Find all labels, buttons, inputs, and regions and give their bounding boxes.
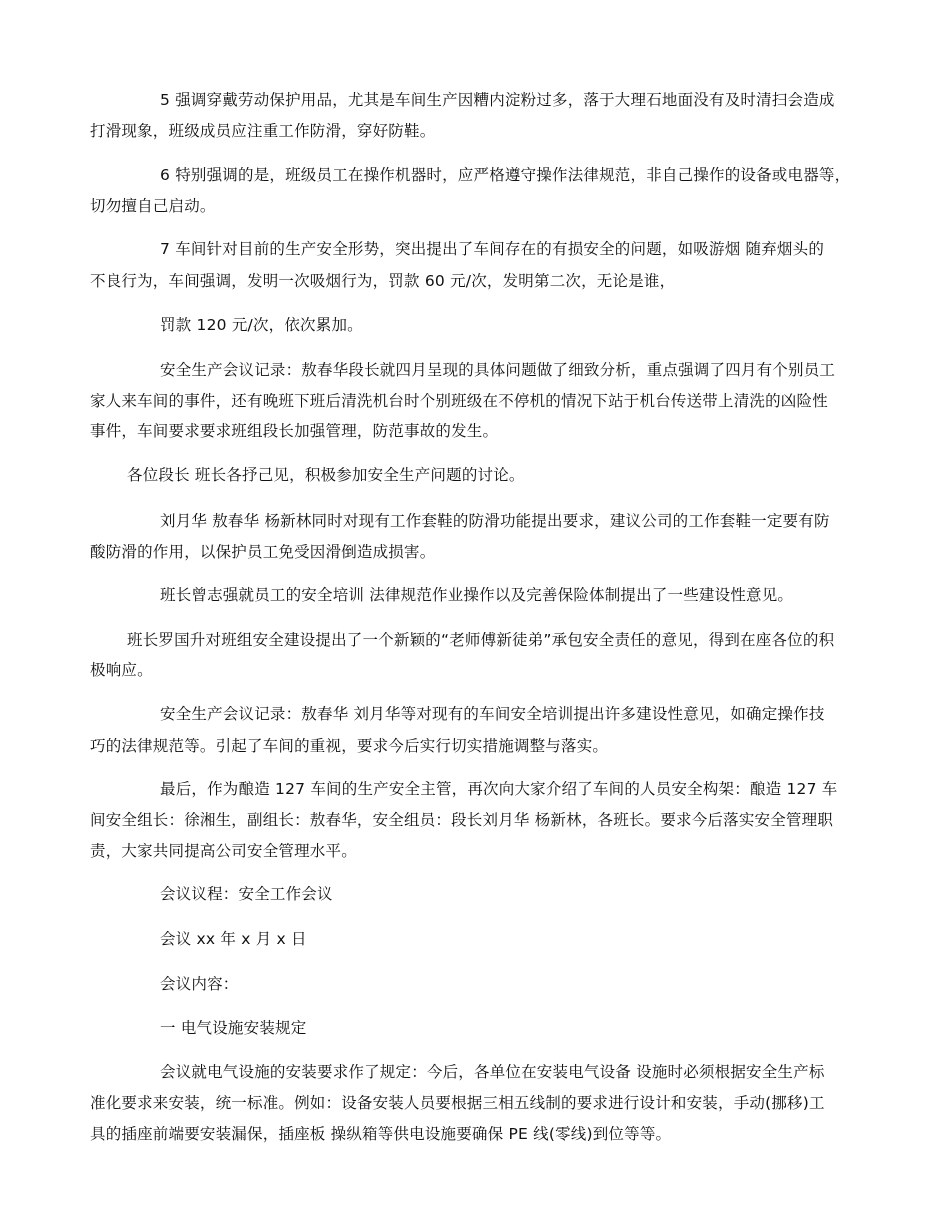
text-line: 会议 xx 年 x 月 x 日 — [160, 930, 307, 948]
text-line: 班长罗国升对班组安全建设提出了一个新颖的“老师傅新徒弟”承包安全责任的意见，得到在座各位的积 — [127, 631, 835, 649]
text-line: 一 电气设施安装规定 — [160, 1019, 307, 1037]
text-line: 间安全组长：徐湘生，副组长：敖春华，安全组员：段长刘月华 杨新林，各班长。要求今后落实安全管理职 — [90, 811, 834, 829]
text-line: 不良行为，车间强调，发明一次吸烟行为，罚款 60 元/次，发明第二次，无论是谁， — [90, 272, 676, 290]
text-line: 罚款 120 元/次，依次累加。 — [160, 316, 363, 334]
text-line: 安全生产会议记录：敖春华 刘月华等对现有的车间安全培训提出许多建设性意见，如确定操作技 — [160, 705, 825, 723]
text-line: 班长曾志强就员工的安全培训 法律规范作业操作以及完善保险体制提出了一些建设性意见。 — [160, 586, 794, 604]
text-line: 事件，车间要求要求班组段长加强管理，防范事故的发生。 — [90, 422, 499, 440]
text-line: 刘月华 敖春华 杨新林同时对现有工作套鞋的防滑功能提出要求，建议公司的工作套鞋一定要有防 — [160, 512, 830, 530]
text-line: 家人来车间的事件，还有晚班下班后清洗机台时个别班级在不停机的情况下站于机台传送带上清洗的凶险性 — [90, 392, 828, 410]
text-line: 最后，作为酿造 127 车间的生产安全主管，再次向大家介绍了车间的人员安全构架：酿造 127 车 — [160, 780, 838, 798]
text-line: 酸防滑的作用，以保护员工免受因滑倒造成损害。 — [90, 543, 436, 561]
text-line: 切勿擅自己启动。 — [90, 197, 216, 215]
text-line: 5 强调穿戴劳动保护用品，尤其是车间生产因糟内淀粉过多，落于大理石地面没有及时清扫会造成 — [160, 91, 835, 109]
text-line: 会议议程：安全工作会议 — [160, 885, 333, 903]
text-line: 极响应。 — [90, 661, 153, 679]
text-line: 7 车间针对目前的生产安全形势，突出提出了车间存在的有损安全的问题，如吸游烟 随弃烟头的 — [160, 240, 825, 258]
text-line: 会议内容： — [160, 975, 239, 993]
text-line: 打滑现象，班级成员应注重工作防滑，穿好防鞋。 — [90, 122, 436, 140]
text-line: 具的插座前端要安装漏保，插座板 操纵箱等供电设施要确保 PE 线(零线)到位等等。 — [90, 1125, 672, 1143]
text-line: 6 特别强调的是，班级员工在操作机器时，应严格遵守操作法律规范，非自己操作的设备或电器等， — [160, 166, 851, 184]
text-line: 安全生产会议记录：敖春华段长就四月呈现的具体问题做了细致分析，重点强调了四月有个别员工 — [160, 361, 836, 379]
text-line: 各位段长 班长各抒己见，积极参加安全生产问题的讨论。 — [127, 466, 525, 484]
text-line: 巧的法律规范等。引起了车间的重视，要求今后实行切实措施调整与落实。 — [90, 737, 609, 755]
text-line: 准化要求来安装，统一标准。例如：设备安装人员要根据三相五线制的要求进行设计和安装，手动(挪移)工 — [90, 1094, 825, 1112]
text-line: 会议就电气设施的安装要求作了规定：今后，各单位在安装电气设备 设施时必须根据安全生产标 — [160, 1063, 825, 1081]
text-line: 责，大家共同提高公司安全管理水平。 — [90, 842, 357, 860]
